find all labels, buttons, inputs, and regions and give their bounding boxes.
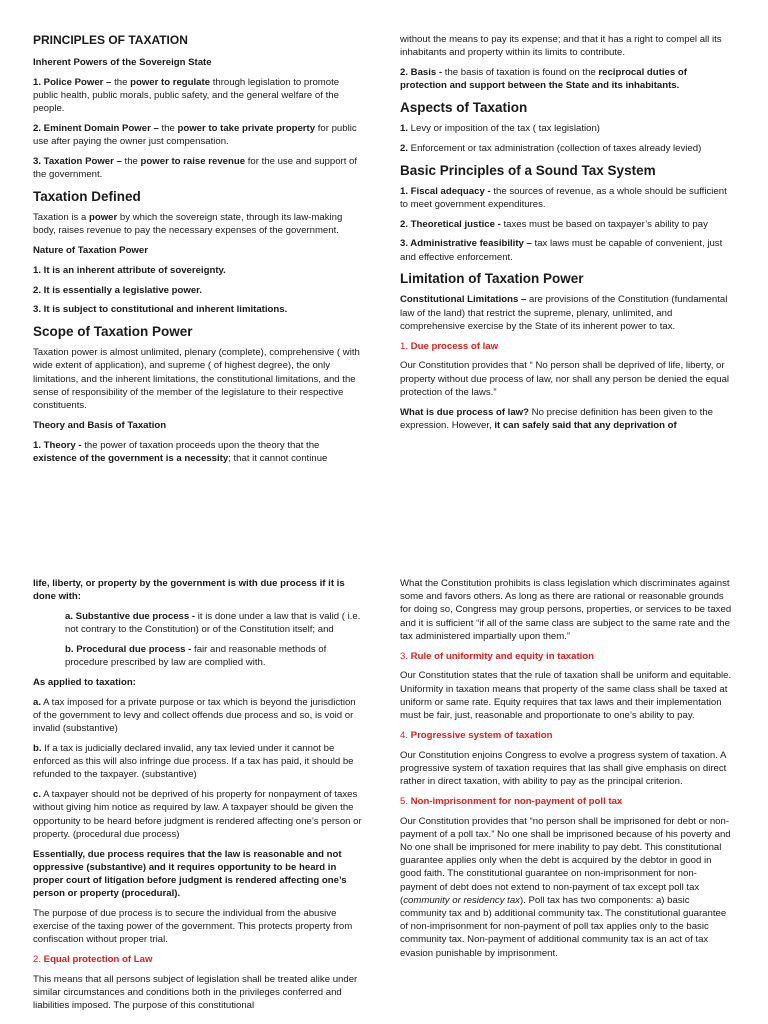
applied-item: c. A taxpayer should not be deprived of his property for nonpayment of taxes without giving him notice as required by law. A taxpayer should be given the opportunity to be heard before judgment is rendered affecting one’s person or property. (procedural due process)	[33, 789, 362, 840]
nature-item: 1. It is an inherent attribute of sovereignty.	[33, 264, 226, 276]
equal-protection-text: This means that all persons subject of legislation shall be treated alike under similar circumstances and conditions both in the privileges conferred and liabilities imposed. The purpose of this constitutional	[33, 974, 358, 1012]
document-title: PRINCIPLES OF TAXATION	[33, 33, 188, 47]
due-process-continued: life, liberty, or property by the government is with due process if it is done with:	[33, 578, 345, 603]
nature-item: 2. It is essentially a legislative power.	[33, 284, 203, 296]
principle-item: 1. Fiscal adequacy - the sources of revenue, as a whole should be sufficient to meet government expenditures.	[400, 185, 727, 210]
theory-continued: without the means to pay its expense; and that it has a right to compel all its inhabitants and property within its limits to contribute.	[400, 34, 722, 59]
nature-item: 3. It is subject to constitutional and inherent limitations.	[33, 304, 288, 316]
basic-principles-heading: Basic Principles of a Sound Tax System	[400, 162, 656, 178]
limitation-heading: Limitation of Taxation Power	[400, 271, 584, 287]
principle-item: 2. Theoretical justice - taxes must be based on taxpayer’s ability to pay	[400, 218, 708, 230]
what-is-due-process: What is due process of law? No precise definition has been given to the expression. However, it can safely said that any deprivation of	[400, 406, 714, 431]
inherent-powers-heading: Inherent Powers of the Sovereign State	[33, 57, 212, 68]
theory-text: 1. Theory - the power of taxation proceeds upon the theory that the existence of the government is a necessity; that it cannot continue	[33, 439, 328, 464]
due-process-text: Our Constitution provides that “ No person shall be deprived of life, liberty, or property without due process of law, nor shall any person be denied the equal protection of the laws.”	[400, 360, 730, 398]
uniformity-text: Our Constitution states that the rule of taxation shall be uniform and equitable. Uniformity in taxation means that property of the same class shall be taxed at uniform or same rate. Equity requires that tax laws and their implementation must be fair, just, reasonable and proportionate to one’s ability to pay.	[400, 670, 732, 722]
scope-text: Taxation power is almost unlimited, plenary (complete), comprehensive ( with wide extent of application), and supreme ( of highest degree), the only limitations, and the inherent limitations, the constitutional limitations, and the sense of responsibility of the member of the legislature to their respective constituents.	[33, 347, 360, 411]
progressive-subheading: 4. Progressive system of taxation	[400, 729, 553, 741]
class-legislation-text: What the Constitution prohibits is class legislation which discriminates against some and favors others. As long as there are rational or reasonable grounds for doing so, Congress may group persons, properties, or services to be taxed and it is sufficient “if all of the same class are subject to the same rate and the tax administered impartially upon them.”	[400, 578, 732, 642]
due-process-subheading: 1. Due process of law	[400, 340, 499, 352]
police-power: 1. Police Power – the power to regulate through legislation to promote public health, public morals, public safety, and the general welfare of the people.	[33, 76, 340, 115]
page1-right-column	[400, 33, 732, 439]
uniformity-subheading: 3. Rule of uniformity and equity in taxation	[400, 650, 595, 662]
purpose-text: The purpose of due process is to secure the individual from the abusive exercise of the taxing power of the government. This protects property from confiscation without proper trial.	[33, 908, 353, 946]
procedural-due-process: b. Procedural due process - fair and reasonable methods of procedure prescribed by law are complied with.	[65, 644, 327, 669]
page2-left-column	[33, 577, 365, 1019]
page1-left-column	[33, 33, 365, 472]
scope-heading: Scope of Taxation Power	[33, 324, 193, 340]
constitutional-limitations: Constitutional Limitations – are provisions of the Constitution (fundamental law of the land) that restrict the supreme, plenary, unlimited, and comprehensive exercise by the State of its inherent power to tax.	[400, 294, 728, 332]
aspect-item: 1. Levy or imposition of the tax ( tax legislation)	[400, 123, 600, 134]
theory-heading: Theory and Basis of Taxation	[33, 419, 167, 431]
taxation-defined-heading: Taxation Defined	[33, 189, 141, 204]
aspect-item: 2. Enforcement or tax administration (collection of taxes already levied)	[400, 142, 702, 154]
equal-protection-subheading: 2. Equal protection of Law	[33, 954, 153, 966]
taxation-defined-text: Taxation is a power by which the sovereign state, through its law-making body, raises revenue to pay the necessary expenses of the government.	[33, 212, 343, 237]
non-imprisonment-text: Our Constitution provides that “no person shall be imprisoned for debt or non-payment of a poll tax.” No one shall be imprisoned because of his poverty and No one shall be imprisoned for mere inability to pay debt. This constitutional guarantee applies only when the debt is acquired by the debtor in good in good faith. The constitutional guarantee on non-imprisonment for non-payment of debt does not extend to non-payment of tax except poll tax (community or residency tax). Poll tax has two components: a) basic community tax and b) additional community tax. The constitutional guarantee of non-imprisonment for non-payment of poll tax applies only to the basic community tax. Non-payment of additional community tax is an act of tax evasion punishable by imprisonment.	[400, 815, 731, 959]
applied-item: a. A tax imposed for a private purpose or tax which is beyond the jurisdiction of the government to levy and collect offends due process and so, is void or invalid (substantive)	[33, 696, 356, 735]
non-imprisonment-subheading: 5. Non-imprisonment for non-payment of poll tax	[400, 795, 623, 807]
eminent-domain-power: 2. Eminent Domain Power – the power to take private property for public use after paying the owner just compensation.	[33, 123, 357, 148]
substantive-due-process: a. Substantive due process - it is done under a law that is valid ( i.e. not contrary to the Constitution) or of the Constitution itself; and	[65, 611, 361, 636]
progressive-text: Our Constitution enjoins Congress to evolve a progress system of taxation. A progressive system of taxation requires that las shall give emphasis on direct rather in direct taxation, with ability to pay as the principal criterion.	[400, 749, 727, 788]
page2-right-column	[400, 577, 732, 966]
nature-heading: Nature of Taxation Power	[33, 245, 148, 256]
applied-heading: As applied to taxation:	[33, 677, 136, 688]
taxation-power: 3. Taxation Power – the power to raise revenue for the use and support of the government.	[33, 156, 358, 181]
principle-item: 3. Administrative feasibility – tax laws must be capable of convenient, just and effective enforcement.	[400, 238, 723, 263]
essentially-text: Essentially, due process requires that the law is reasonable and not oppressive (substantive) and it requires opportunity to be heard in proper court of litigation before judgment is rendered affecting one’s person or property (procedural).	[33, 848, 347, 900]
basis-text: 2. Basis - the basis of taxation is found on the reciprocal duties of protection and support between the State and its inhabitants.	[400, 67, 687, 92]
aspects-heading: Aspects of Taxation	[400, 100, 528, 115]
page-break	[0, 502, 768, 572]
applied-item: b. If a tax is judicially declared invalid, any tax levied under it cannot be enforced as this will also infringe due process. If a tax has paid, it should be refunded to the taxpayer. (substantive)	[33, 743, 354, 781]
